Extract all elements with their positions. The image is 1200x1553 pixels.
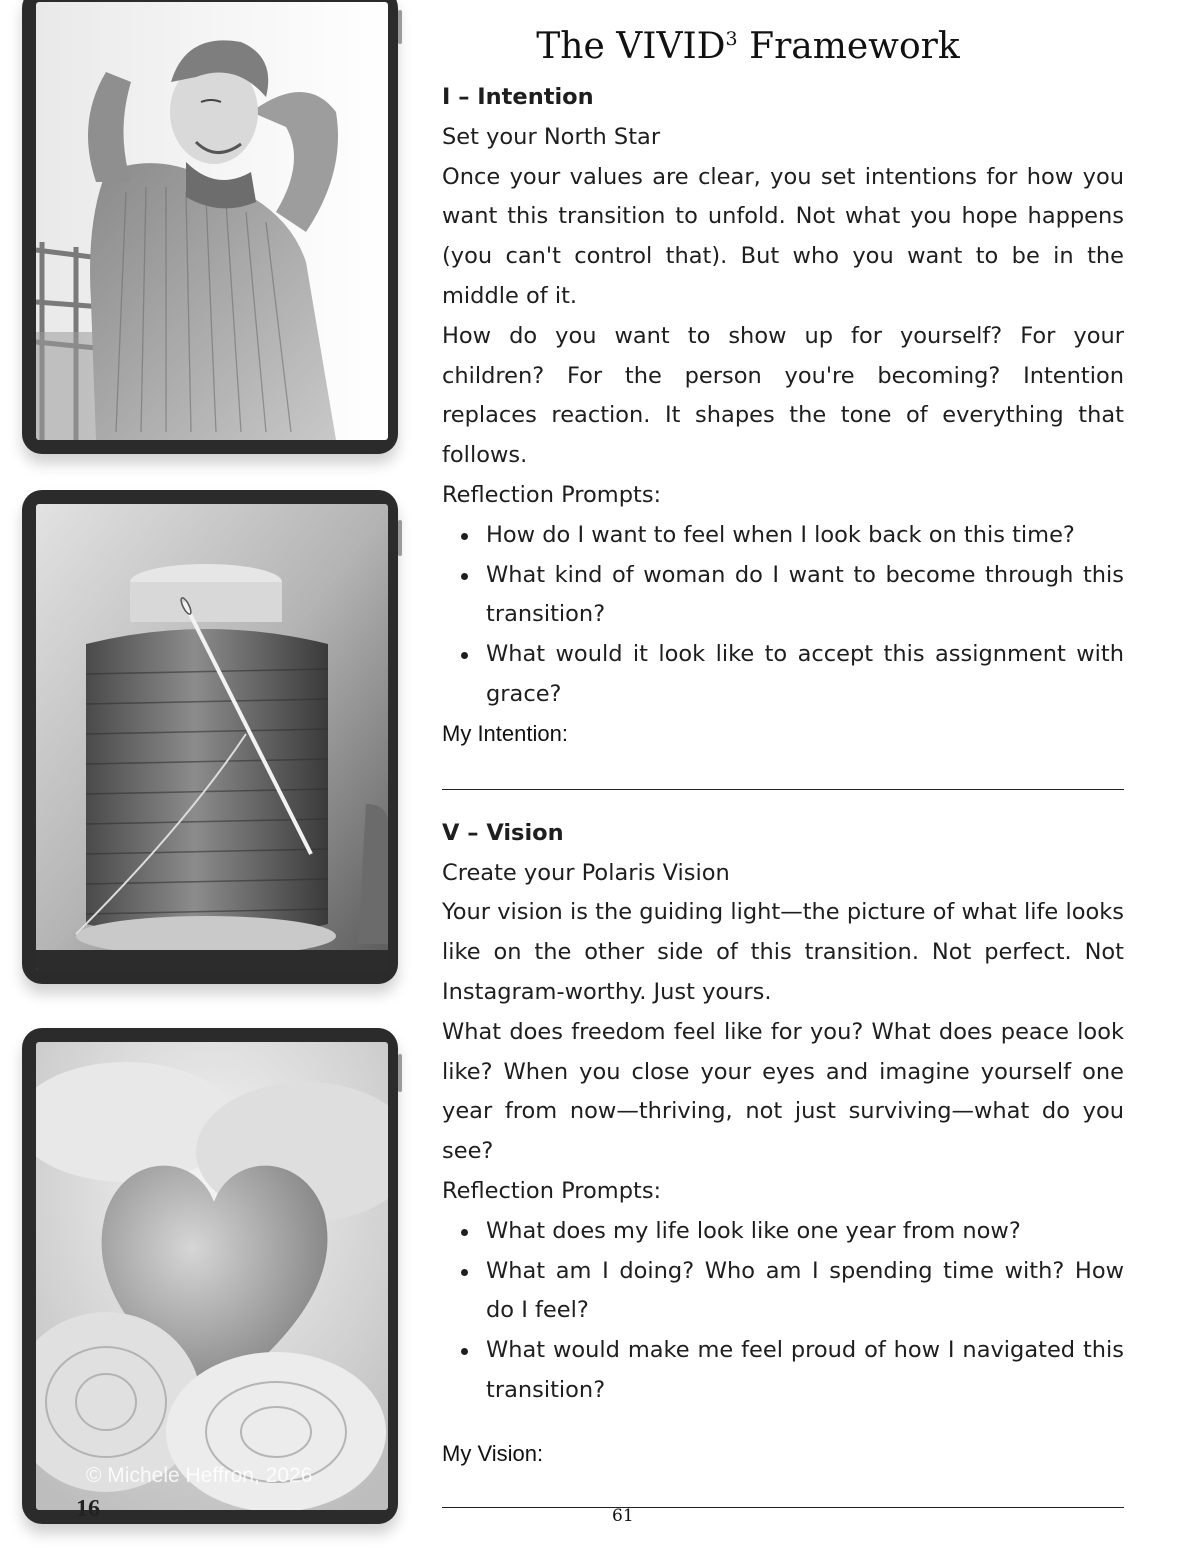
intention-paragraph-1: Once your values are clear, you set intentions for how you want this transition to unfold. Not what you hope happens (you can't control that). But who you want to be in the middle of it. — [442, 163, 1124, 309]
intention-section — [442, 78, 1124, 790]
intention-heading: I – Intention — [442, 84, 594, 110]
page-number: 61 — [612, 1506, 634, 1526]
title-superscript: 3 — [725, 28, 738, 50]
tablet-frame-woman — [22, 0, 398, 454]
vision-prompt-item: What does my life look like one year from now? — [442, 1212, 1124, 1252]
tablet-side-button — [398, 520, 402, 556]
vision-paragraph-2: What does freedom feel like for you? What does peace look like? When you close your eyes and imagine yourself one year from now—thriving, not just surviving—what do you see? — [442, 1018, 1124, 1165]
intention-paragraph-2: How do you want to show up for yourself? For your children? For the person you're becoming? Intention replaces reaction. It shapes the tone of everything that follows. — [442, 322, 1124, 469]
copyright-watermark: © Michele Heffron, 2026 — [86, 1464, 313, 1487]
intention-prompt-item: What would it look like to accept this assignment with grace? — [442, 635, 1124, 715]
title-suffix: Framework — [737, 26, 960, 67]
vision-answer-line[interactable] — [442, 1467, 1124, 1508]
tablet-frame-thread — [22, 490, 398, 984]
vision-answer-label: My Vision: — [442, 1440, 544, 1466]
intention-prompt-item: What kind of woman do I want to become through this transition? — [442, 556, 1124, 636]
vision-heading: V – Vision — [442, 819, 564, 846]
corner-page-number: 16 — [76, 1496, 100, 1522]
tablet-frame-heart — [22, 1028, 398, 1524]
photo-stone-heart — [36, 1042, 388, 1510]
vision-prompt-item: What would make me feel proud of how I navigated this transition? — [442, 1331, 1124, 1411]
title-main: The VIVID — [536, 26, 726, 67]
intention-answer-line[interactable] — [442, 747, 1124, 790]
intention-subtitle: Set your North Star — [442, 123, 661, 150]
vision-prompts-label: Reflection Prompts: — [442, 1177, 662, 1204]
vision-subtitle: Create your Polaris Vision — [442, 859, 730, 886]
intention-prompt-item: How do I want to feel when I look back on this time? — [442, 516, 1124, 556]
vision-section — [442, 814, 1124, 1508]
vision-prompt-list — [442, 1212, 1124, 1411]
framework-content — [442, 78, 1124, 1508]
vision-prompt-item: What am I doing? Who am I spending time with? How do I feel? — [442, 1252, 1124, 1332]
intention-prompts-label: Reflection Prompts: — [442, 481, 662, 508]
photo-thread-spool-needle — [36, 504, 388, 970]
intention-prompt-list — [442, 516, 1124, 715]
page-title — [442, 26, 1054, 67]
photo-smiling-woman — [36, 2, 388, 440]
tablet-side-button — [398, 1054, 402, 1092]
vision-paragraph-1: Your vision is the guiding light—the picture of what life looks like on the other side of this transition. Not perfect. Not Instagram-worthy. Just yours. — [442, 899, 1124, 1005]
intention-answer-label: My Intention: — [442, 720, 568, 746]
tablet-side-button — [398, 10, 402, 44]
